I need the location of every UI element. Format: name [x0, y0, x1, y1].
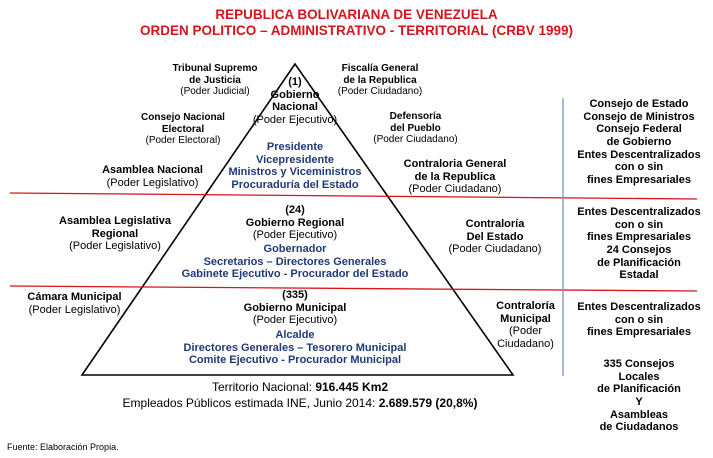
municipal-gov-count: (335)	[282, 289, 308, 301]
municipal-council-name: Cámara Municipal	[27, 291, 122, 303]
regional-government-block	[225, 204, 365, 242]
regional-right-item: de Planificación	[597, 256, 681, 269]
municipal-right-item: Entes Descentralizados	[577, 301, 701, 313]
municipal-right-column-1	[566, 301, 712, 339]
municipal-right-item: Asambleas	[609, 408, 669, 421]
national-right-item: Consejo de Ministros	[583, 110, 695, 123]
national-right-item: de Gobierno	[606, 135, 672, 148]
regional-official: Secretarios – Directores Generales	[203, 255, 387, 268]
municipal-council-power: (Poder Legislativo)	[28, 303, 121, 316]
regional-officials	[160, 243, 430, 281]
national-contraloria-name-2: de la Republica	[414, 170, 496, 183]
defensoria-power: (Poder Ciudadano)	[373, 134, 458, 145]
regional-right-item: con o sin	[614, 218, 664, 231]
national-regional-divider	[10, 193, 697, 199]
national-assembly-name: Asamblea Nacional	[102, 164, 203, 176]
municipal-right-column-2	[566, 358, 712, 434]
national-gov-count: (1)	[288, 76, 302, 88]
defensoria-name-2: del Pueblo	[390, 122, 441, 134]
national-official: Vicepresidente	[255, 153, 335, 166]
employees-line	[60, 397, 540, 411]
municipal-right-item: con o sin	[614, 313, 664, 326]
national-gov-power: (Poder Ejecutivo)	[252, 113, 338, 126]
national-right-item: fines Empresariales	[587, 173, 691, 186]
national-official: Ministros y Viceministros	[228, 166, 362, 179]
national-gov-name-2: Nacional	[272, 101, 318, 114]
employees-value: 2.689.579 (20,8%)	[378, 396, 478, 410]
regional-contraloria-name-1: Contraloría	[465, 218, 525, 230]
municipal-right-item: de Planificación	[597, 383, 681, 396]
regional-gov-count: (24)	[285, 204, 305, 216]
regional-assembly-name-2: Regional	[91, 227, 139, 240]
regional-gov-power: (Poder Ejecutivo)	[252, 229, 338, 242]
national-official: Procuraduría del Estado	[231, 178, 359, 191]
regional-right-column	[566, 206, 712, 282]
regional-official: Gobernador	[263, 243, 327, 255]
national-gov-name-1: Gobierno	[270, 88, 320, 101]
regional-contraloria-power: (Poder Ciudadano)	[448, 243, 542, 256]
municipal-gov-name: Gobierno Municipal	[243, 301, 347, 314]
municipal-contraloria-block	[488, 300, 563, 351]
national-right-item: Entes Descentralizados	[577, 148, 701, 161]
title-line-2: ORDEN POLITICO – ADMINISTRATIVO - TERRITORIAL (CRBV 1999)	[139, 23, 574, 38]
territory-label: Territorio Nacional:	[211, 380, 316, 394]
fiscalia-name-2: de la Republica	[343, 74, 417, 86]
regional-right-item: 24 Consejos	[606, 243, 672, 256]
national-assembly-block	[90, 164, 215, 189]
source-note: Fuente: Elaboración Propia.	[7, 442, 119, 452]
fiscalia-block	[325, 63, 435, 98]
cne-name-2: Electoral	[161, 123, 205, 135]
municipal-government-block	[225, 289, 365, 327]
regional-assembly-power: (Poder Legislativo)	[69, 240, 161, 253]
tsj-power: (Poder Judicial)	[180, 86, 250, 97]
municipal-contraloria-name-2: Municipal	[500, 312, 551, 325]
municipal-right-item: Locales	[618, 370, 660, 383]
territory-line	[90, 381, 510, 395]
municipal-right-item: Y	[635, 395, 643, 408]
title-line-1: REPUBLICA BOLIVARIANA DE VENEZUELA	[215, 7, 498, 22]
national-officials	[200, 141, 390, 192]
national-official: Presidente	[266, 141, 324, 153]
regional-assembly-name-1: Asamblea Legislativa	[59, 215, 171, 227]
regional-official: Gabinete Ejecutivo - Procurador del Estado	[181, 268, 409, 281]
tsj-name-1: Tribunal Supremo	[172, 63, 258, 74]
municipal-contraloria-power: (Poder	[508, 325, 543, 338]
national-right-column	[566, 98, 712, 186]
municipal-right-item: 335 Consejos	[603, 358, 675, 370]
regional-contraloria-block	[440, 218, 550, 256]
municipal-contraloria-name-1: Contraloría	[496, 300, 555, 312]
municipal-right-item: de Ciudadanos	[599, 421, 679, 434]
municipal-right-item: fines Empresariales	[587, 326, 691, 339]
national-right-item: Consejo Federal	[596, 123, 682, 136]
municipal-official: Alcalde	[275, 329, 315, 341]
regional-right-item: Estadal	[619, 269, 659, 282]
municipal-officials	[150, 329, 440, 367]
regional-right-item: Entes Descentralizados	[577, 206, 701, 218]
municipal-official: Directores Generales – Tesorero Municipal	[183, 341, 407, 354]
municipal-contraloria-power-2: Ciudadano)	[497, 337, 554, 350]
cne-name-1: Consejo Nacional	[141, 112, 225, 123]
national-right-item: con o sin	[614, 161, 664, 174]
cne-power: (Poder Electoral)	[145, 135, 221, 146]
fiscalia-name-1: Fiscalía General	[341, 63, 419, 74]
defensoria-block	[363, 111, 468, 146]
defensoria-name-1: Defensoría	[389, 111, 442, 122]
national-contraloria-power: (Poder Ciudadano)	[408, 183, 502, 196]
municipal-council-block	[12, 291, 137, 316]
tsj-name-2: de Justicia	[189, 74, 241, 86]
regional-contraloria-name-2: Del Estado	[466, 230, 524, 243]
territory-value: 916.445 Km2	[315, 380, 389, 394]
municipal-gov-power: (Poder Ejecutivo)	[252, 314, 338, 327]
national-assembly-power: (Poder Legislativo)	[106, 176, 199, 189]
employees-label: Empleados Públicos estimada INE, Junio 2014:	[122, 396, 379, 410]
national-contraloria-name-1: Contraloria General	[403, 158, 507, 170]
national-contraloria-block	[390, 158, 520, 196]
regional-gov-name: Gobierno Regional	[245, 216, 345, 229]
municipal-official: Comite Ejecutivo - Procurador Municipal	[188, 354, 402, 367]
regional-right-item: fines Empresariales	[587, 231, 691, 244]
national-right-item: Consejo de Estado	[589, 98, 689, 110]
fiscalia-power: (Poder Ciudadano)	[337, 86, 423, 97]
